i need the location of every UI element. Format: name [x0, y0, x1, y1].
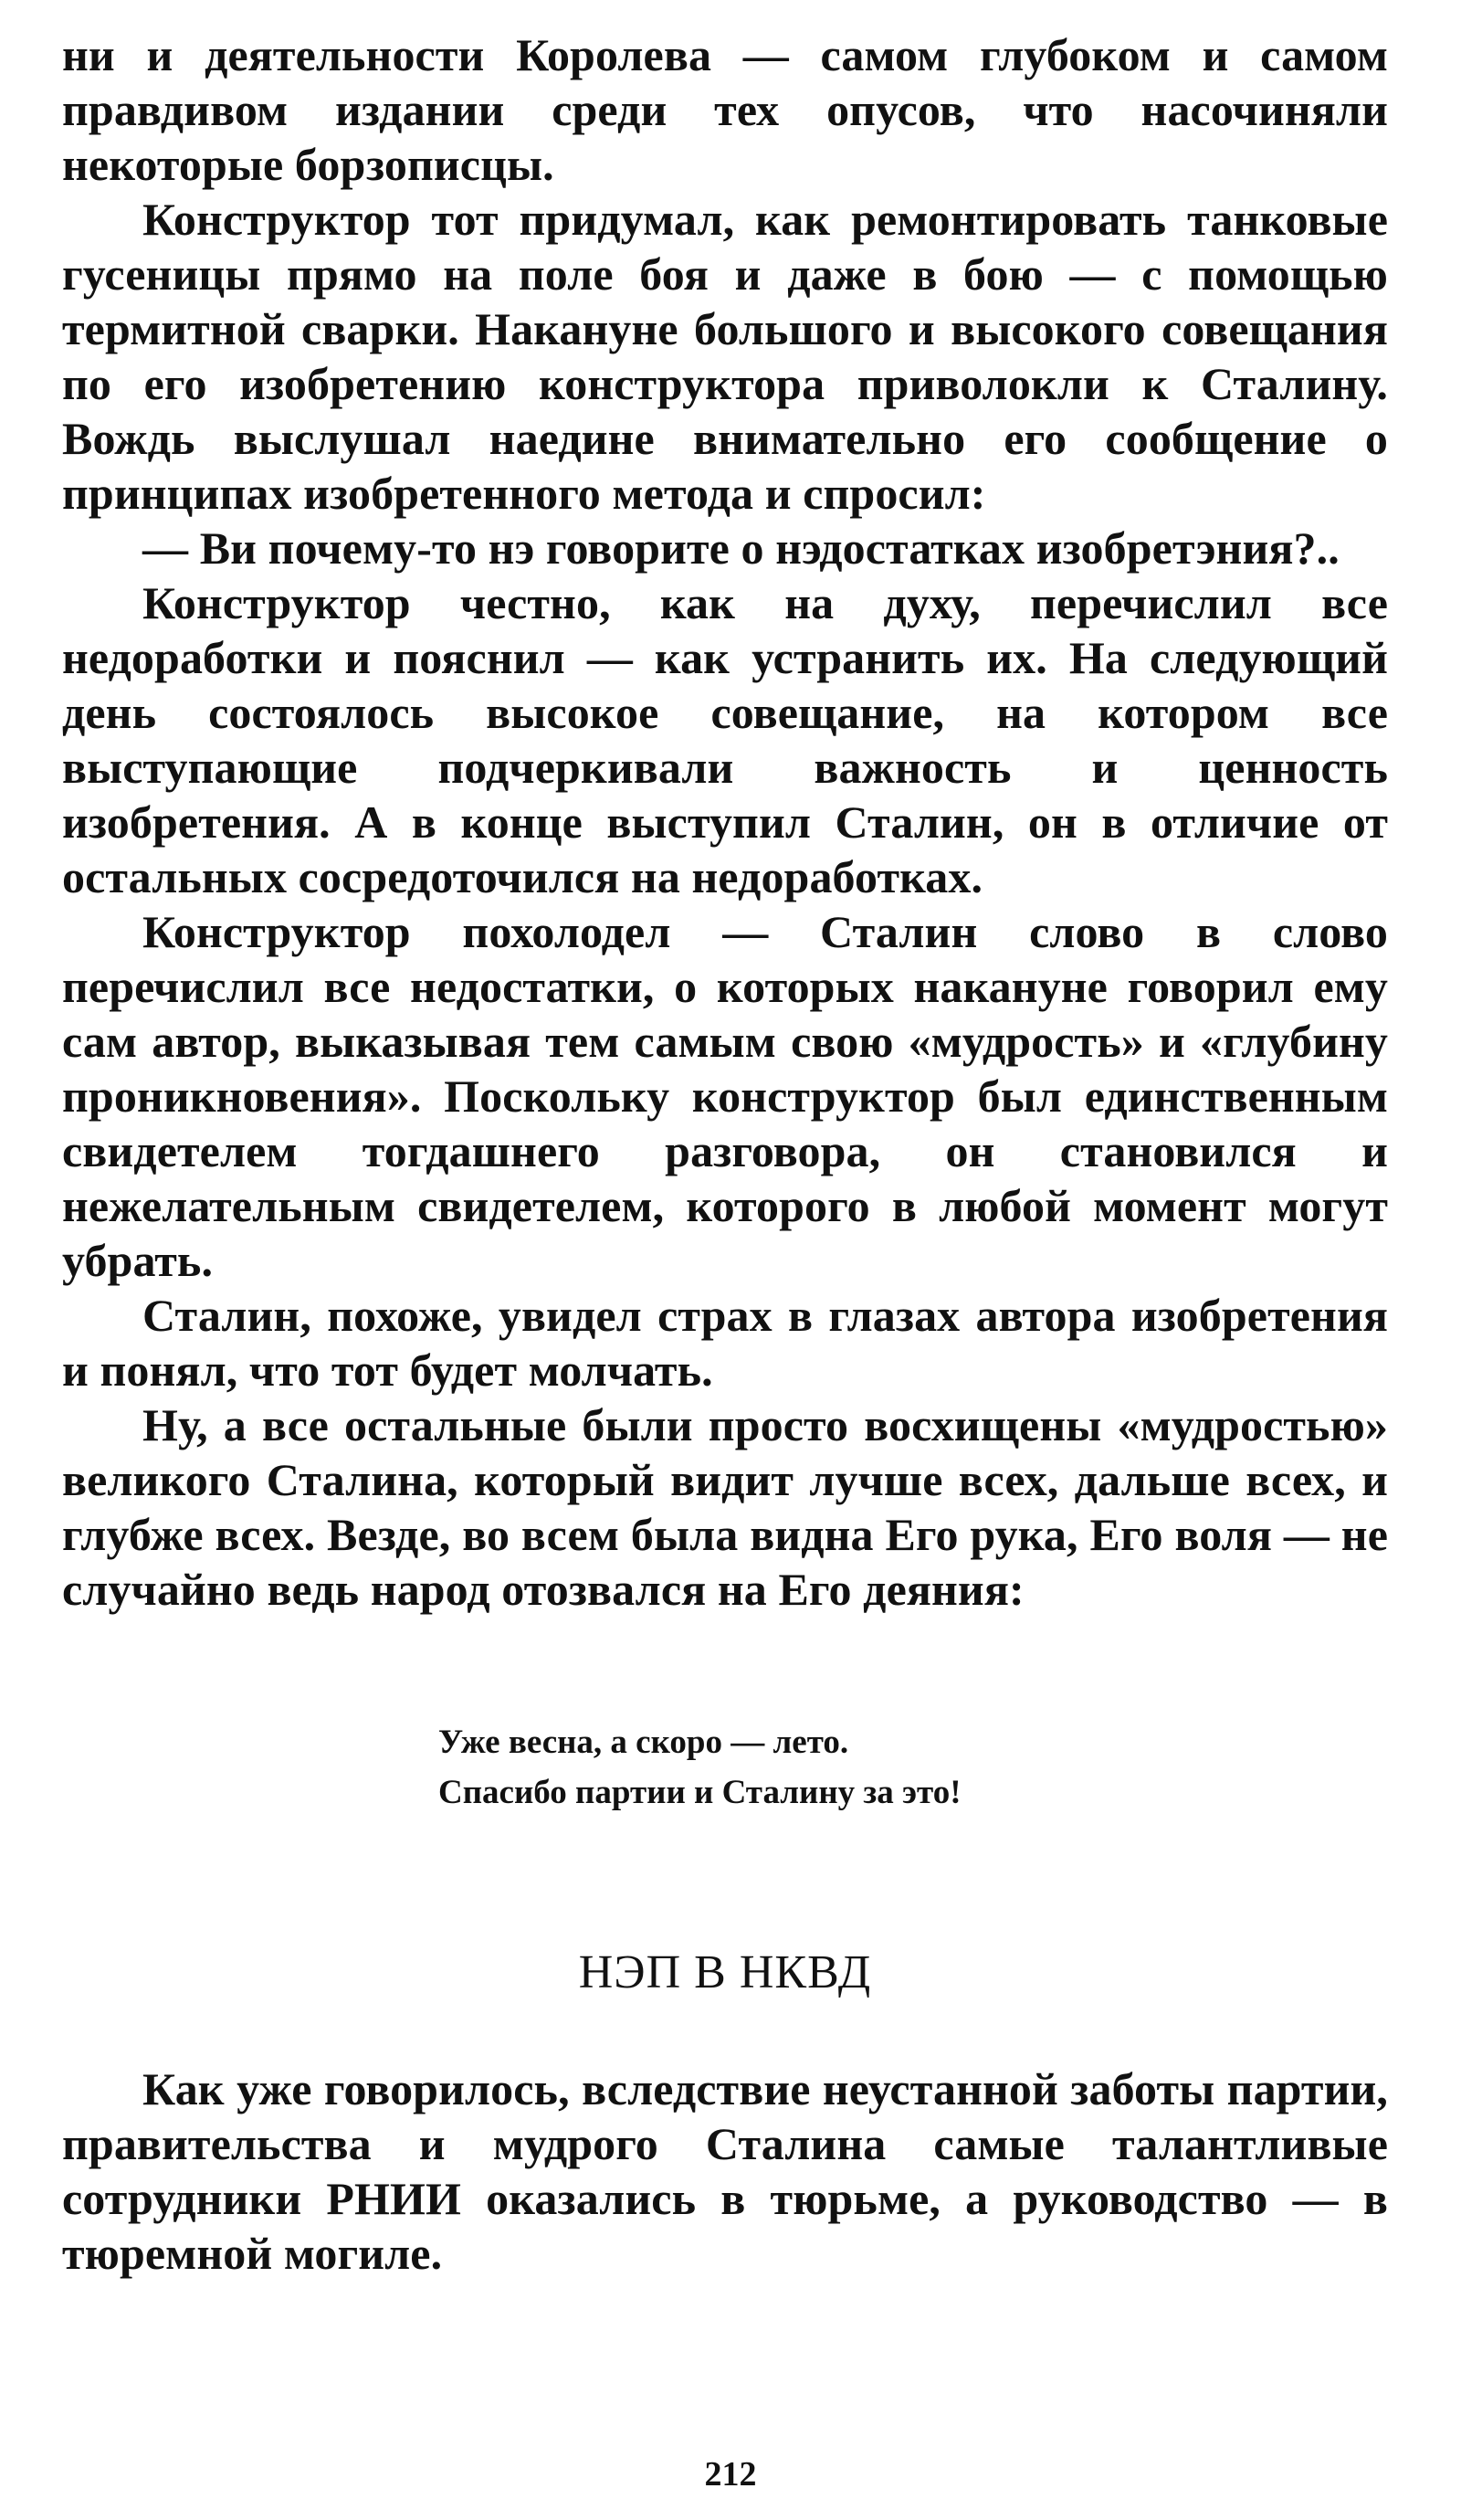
page-number: 212	[704, 2455, 757, 2494]
verse-line: Уже весна, а скоро — лето.	[438, 1724, 849, 1761]
paragraph-continuation: ни и деятельности Королева — самом глубоком и самом правдивом издании среди тех опусов, что насочиняли некоторые борзописцы.	[62, 29, 1388, 190]
paragraph-everyone-admired: Ну, а все остальные были просто восхищены «мудростью» великого Сталина, который видит лучше всех, дальше всех, и глубже всех. Везде, во всем была видна Его рука, Его воля — не случайно ведь народ отозвался на Его деяния:	[62, 1399, 1388, 1615]
paragraph-rnii: Как уже говорилось, вследствие неустанной заботы партии, правительства и мудрого Сталина самые талантливые сотрудники РНИИ оказались в тюрьме, а руководство — в тюремной могиле.	[62, 2063, 1388, 2279]
verse-quote	[62, 1717, 1388, 1818]
section-heading: НЭП В НКВД	[578, 1946, 872, 1998]
paragraph-stalin-question: — Ви почему-то нэ говорите о нэдостатках изобретэния?..	[142, 522, 1340, 574]
book-page	[62, 27, 1388, 2281]
paragraph-constructor-invention: Конструктор тот придумал, как ремонтировать танковые гусеницы прямо на поле боя и даже в бою — с помощью термитной сварки. Накануне большого и высокого совещания по его изобретению конструктора приволокли к Сталину. Вождь выслушал наедине внимательно его сообщение о принципах изобретенного метода и спросил:	[62, 194, 1388, 519]
verse-line: Спасибо партии и Сталину за это!	[438, 1774, 962, 1811]
paragraph-constructor-froze: Конструктор похолодел — Сталин слово в слово перечислил все недостатки, о которых накануне говорил ему сам автор, выказывая тем самым свою «мудрость» и «глубину проникновения». Поскольку конструктор был единственным свидетелем тогдашнего разговора, он становился и нежелательным свидетелем, которого в любой момент могут убрать.	[62, 906, 1388, 1286]
paragraph-stalin-saw-fear: Сталин, похоже, увидел страх в глазах автора изобретения и понял, что тот будет молчать.	[62, 1290, 1388, 1396]
paragraph-meeting: Конструктор честно, как на духу, перечислил все недоработки и пояснил — как устранить их. На следующий день состоялось высокое совещание, на котором все выступающие подчеркивали важность и ценность изобретения. А в конце выступил Сталин, он в отличие от остальных сосредоточился на недоработках.	[62, 577, 1388, 902]
